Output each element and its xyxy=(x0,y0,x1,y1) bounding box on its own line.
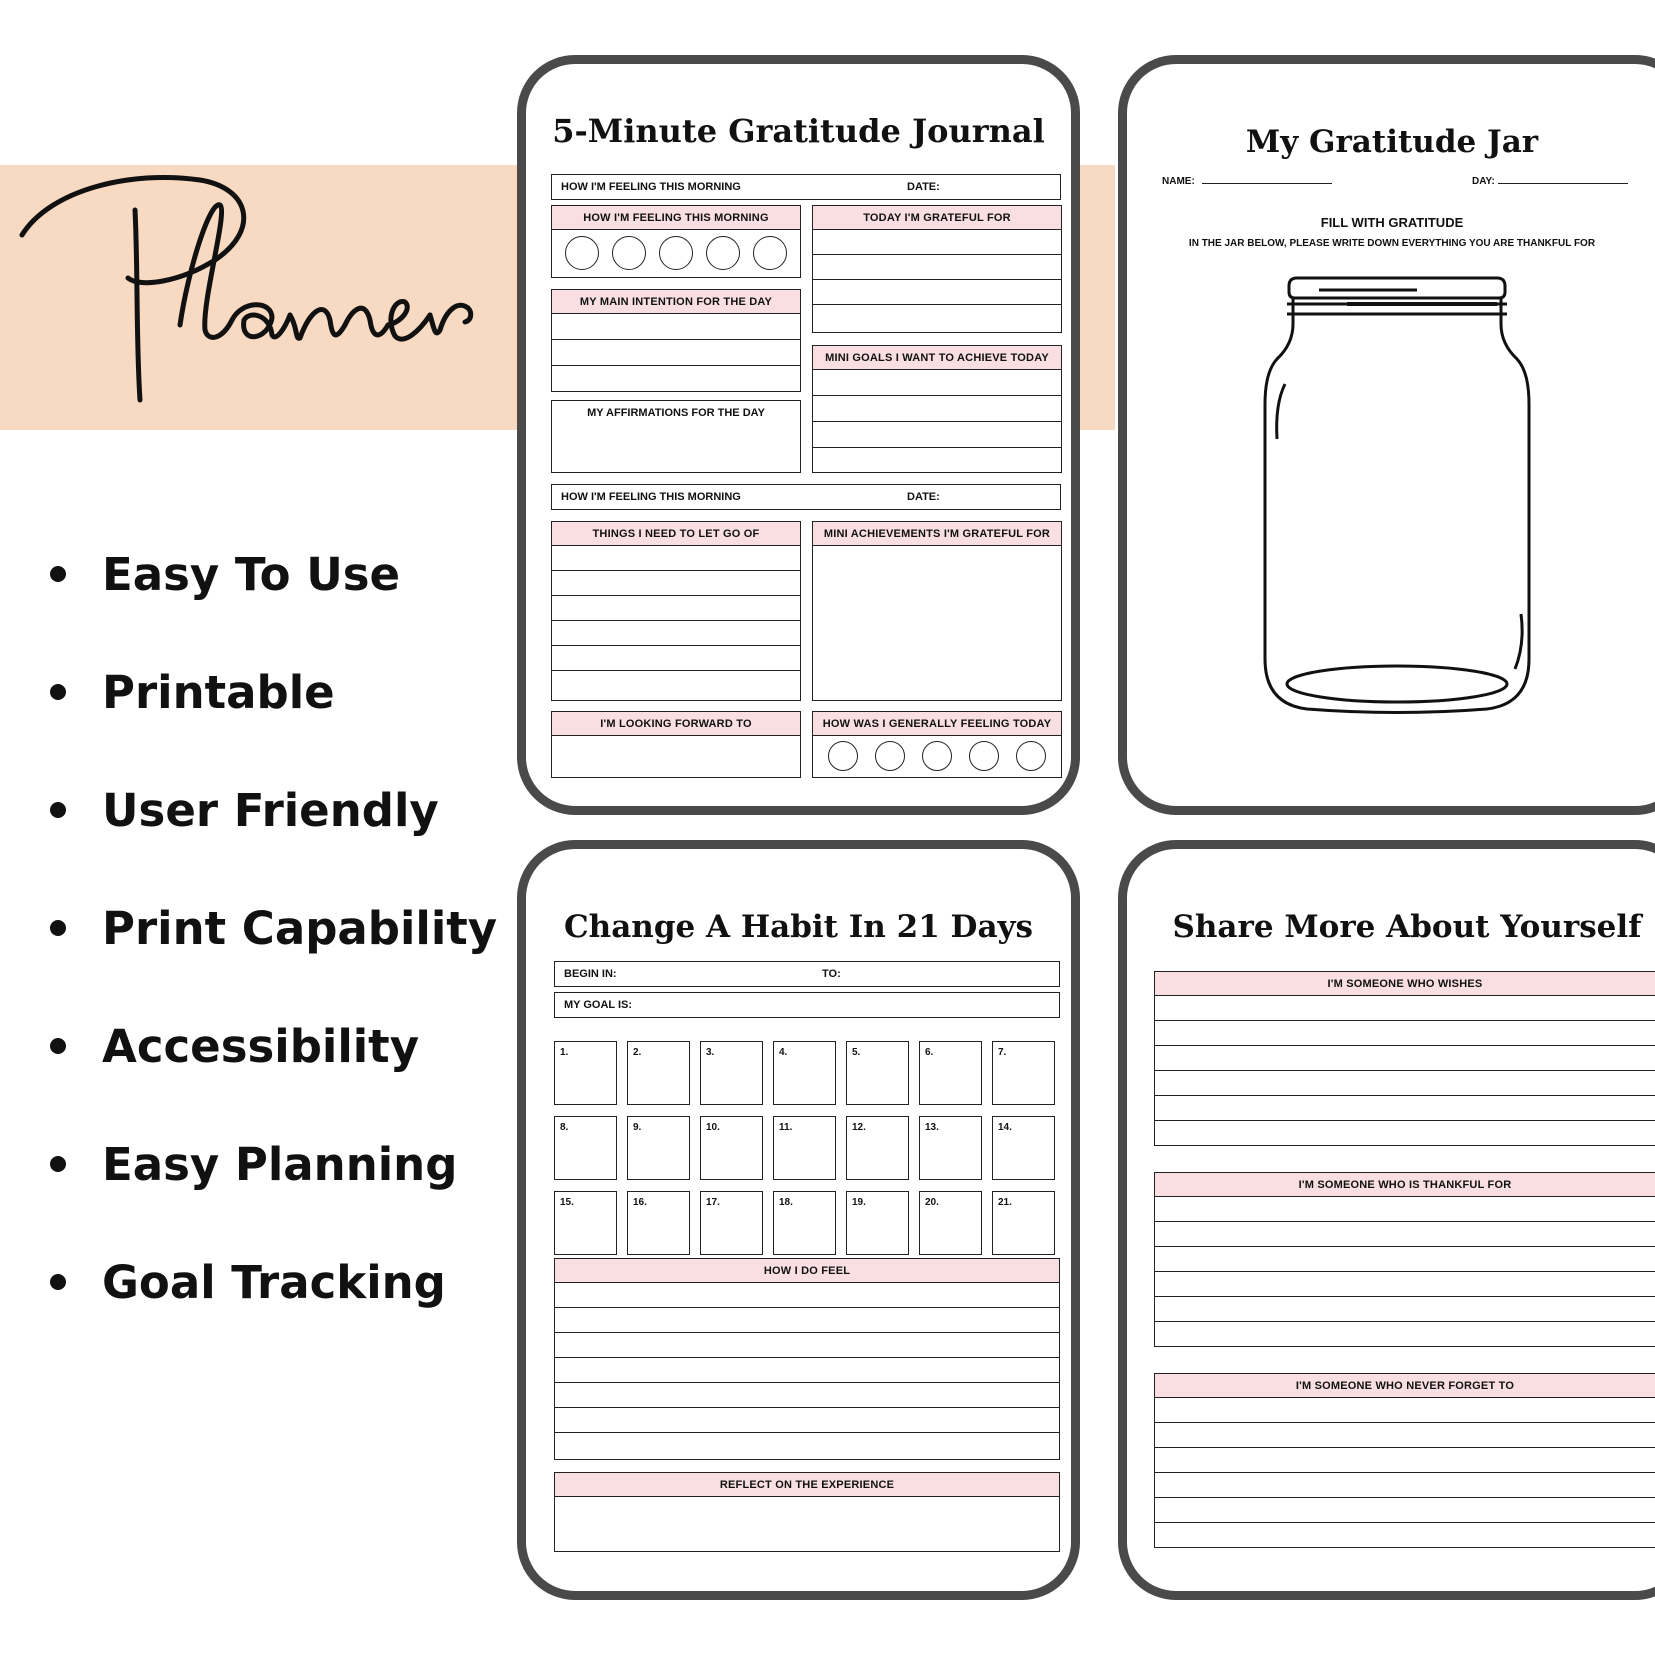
bullet-icon xyxy=(50,802,66,818)
gratitude-jar-card xyxy=(1118,55,1655,815)
mood-circle[interactable] xyxy=(875,741,905,771)
planner-script-lettering xyxy=(10,150,510,420)
bullet-icon xyxy=(50,1156,66,1172)
feature-item: Print Capability xyxy=(50,869,497,987)
jar-instruction: IN THE JAR BELOW, PLEASE WRITE DOWN EVERYTHING YOU ARE THANKFUL FOR xyxy=(1188,238,1596,249)
habit-day-box[interactable]: 21. xyxy=(992,1191,1055,1255)
habit-day-box[interactable]: 9. xyxy=(627,1116,690,1180)
habit-day-box[interactable]: 3. xyxy=(700,1041,763,1105)
habit-day-box[interactable]: 10. xyxy=(700,1116,763,1180)
feeling-morning-box: HOW I'M FEELING THIS MORNING xyxy=(551,205,801,278)
jar-day-field: DAY: xyxy=(1472,176,1628,187)
mood-circle[interactable] xyxy=(969,741,999,771)
looking-forward-box: I'M LOOKING FORWARD TO xyxy=(551,711,801,778)
habit-day-box[interactable]: 1. xyxy=(554,1041,617,1105)
mood-circle[interactable] xyxy=(659,236,693,270)
bullet-icon xyxy=(50,1038,66,1054)
mood-circle[interactable] xyxy=(1016,741,1046,771)
feature-list xyxy=(50,515,497,1341)
journal-title: 5-Minute Gratitude Journal xyxy=(552,112,1045,150)
habit-day-box[interactable]: 8. xyxy=(554,1116,617,1180)
journal-morning-date-bar-2: HOW I'M FEELING THIS MORNING DATE: xyxy=(551,484,1061,510)
mason-jar-icon xyxy=(1257,274,1537,744)
mood-circle[interactable] xyxy=(753,236,787,270)
habit-goal-bar: MY GOAL IS: xyxy=(554,992,1060,1018)
share-yourself-card xyxy=(1118,840,1655,1600)
grateful-for-box: TODAY I'M GRATEFUL FOR xyxy=(812,205,1062,333)
habit-tracker-card xyxy=(517,840,1080,1600)
main-intention-box: MY MAIN INTENTION FOR THE DAY xyxy=(551,289,801,392)
feature-item: Printable xyxy=(50,633,497,751)
habit-day-box[interactable]: 19. xyxy=(846,1191,909,1255)
mood-circle[interactable] xyxy=(706,236,740,270)
feature-item: Easy To Use xyxy=(50,515,497,633)
habit-begin-bar: BEGIN IN: TO: xyxy=(554,961,1060,987)
planner-script-logo xyxy=(10,150,510,420)
habit-day-box[interactable]: 4. xyxy=(773,1041,836,1105)
jar-heading: FILL WITH GRATITUDE xyxy=(1320,215,1464,230)
affirmations-box: MY AFFIRMATIONS FOR THE DAY xyxy=(551,400,801,473)
habit-day-box[interactable]: 13. xyxy=(919,1116,982,1180)
habit-day-box[interactable]: 12. xyxy=(846,1116,909,1180)
mood-circle[interactable] xyxy=(828,741,858,771)
feature-item: Accessibility xyxy=(50,987,497,1105)
habit-day-box[interactable]: 2. xyxy=(627,1041,690,1105)
habit-day-box[interactable]: 5. xyxy=(846,1041,909,1105)
feature-item: User Friendly xyxy=(50,751,497,869)
never-forget-box: I'M SOMEONE WHO NEVER FORGET TO xyxy=(1154,1373,1655,1548)
bullet-icon xyxy=(50,684,66,700)
journal-morning-date-bar: HOW I'M FEELING THIS MORNING DATE: xyxy=(551,174,1061,200)
bullet-icon xyxy=(50,1274,66,1290)
habit-day-box[interactable]: 6. xyxy=(919,1041,982,1105)
mood-circle[interactable] xyxy=(565,236,599,270)
jar-title: My Gratitude Jar xyxy=(1245,124,1539,160)
reflect-box: REFLECT ON THE EXPERIENCE xyxy=(554,1472,1060,1552)
habit-day-box[interactable]: 7. xyxy=(992,1041,1055,1105)
habit-day-box[interactable]: 16. xyxy=(627,1191,690,1255)
habit-day-box[interactable]: 18. xyxy=(773,1191,836,1255)
habit-day-box[interactable]: 11. xyxy=(773,1116,836,1180)
feeling-today-box: HOW WAS I GENERALLY FEELING TODAY xyxy=(812,711,1062,778)
let-go-box: THINGS I NEED TO LET GO OF xyxy=(551,521,801,701)
habit-title: Change A Habit In 21 Days xyxy=(563,909,1033,945)
mood-circle[interactable] xyxy=(922,741,952,771)
share-title: Share More About Yourself xyxy=(1172,909,1642,945)
habit-day-box[interactable]: 17. xyxy=(700,1191,763,1255)
feature-item: Goal Tracking xyxy=(50,1223,497,1341)
journal-page-card xyxy=(517,55,1080,815)
achievements-box: MINI ACHIEVEMENTS I'M GRATEFUL FOR xyxy=(812,521,1062,701)
jar-name-field: NAME: xyxy=(1162,176,1332,187)
habit-day-box[interactable]: 20. xyxy=(919,1191,982,1255)
mood-circle[interactable] xyxy=(612,236,646,270)
wishes-box: I'M SOMEONE WHO WISHES xyxy=(1154,971,1655,1146)
habit-day-box[interactable]: 14. xyxy=(992,1116,1055,1180)
how-i-feel-box: HOW I DO FEEL xyxy=(554,1258,1060,1460)
bullet-icon xyxy=(50,566,66,582)
habit-day-box[interactable]: 15. xyxy=(554,1191,617,1255)
mini-goals-box: MINI GOALS I WANT TO ACHIEVE TODAY xyxy=(812,345,1062,473)
feature-item: Easy Planning xyxy=(50,1105,497,1223)
bullet-icon xyxy=(50,920,66,936)
thankful-box: I'M SOMEONE WHO IS THANKFUL FOR xyxy=(1154,1172,1655,1347)
